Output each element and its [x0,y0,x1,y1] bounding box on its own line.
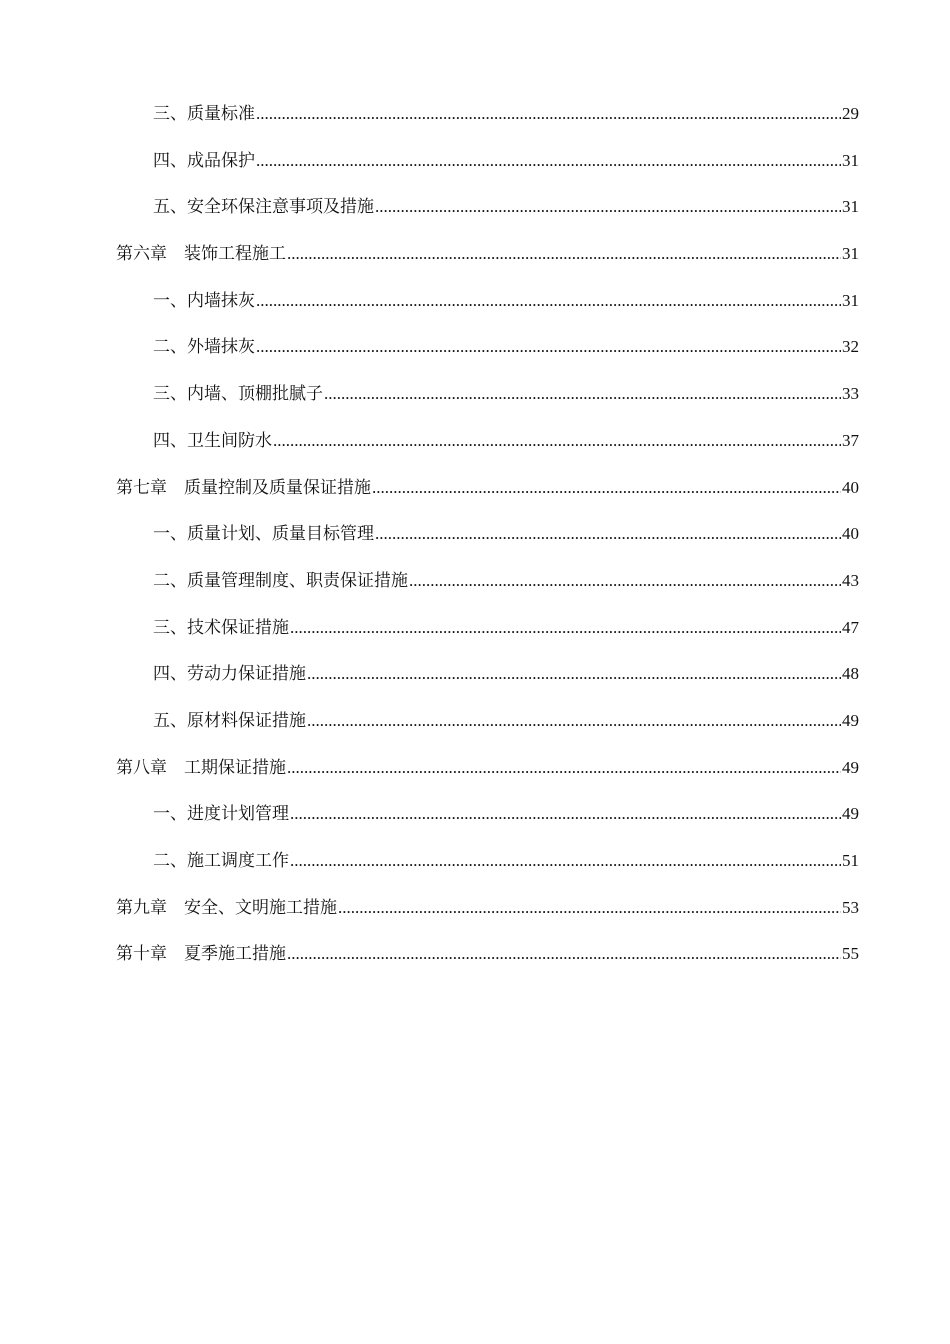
toc-chapter-entry[interactable] [116,940,859,987]
toc-dot-leader [324,380,841,408]
toc-page-number: 40 [842,477,859,497]
toc-entry-title: 三、质量标准 [153,104,255,124]
toc-dot-leader [290,800,841,828]
toc-section-entry[interactable] [116,333,859,380]
toc-chapter-entry[interactable] [116,754,859,801]
toc-dot-leader [273,427,841,455]
toc-dot-leader [372,474,841,502]
toc-dot-leader [375,520,841,548]
table-of-contents [116,100,859,987]
toc-section-entry[interactable] [116,800,859,847]
toc-entry-title: 二、施工调度工作 [153,851,289,871]
toc-page-number: 49 [842,757,859,777]
toc-page-number: 31 [842,150,859,170]
toc-page-number: 55 [842,944,859,964]
toc-section-entry[interactable] [116,847,859,894]
toc-dot-leader [287,754,841,782]
toc-page-number: 47 [842,617,859,637]
toc-page-number: 49 [842,710,859,730]
toc-section-entry[interactable] [116,520,859,567]
toc-dot-leader [409,567,841,595]
toc-section-entry[interactable] [116,380,859,427]
toc-page-number: 31 [842,290,859,310]
toc-page-number: 51 [842,851,859,870]
toc-dot-leader [375,193,841,221]
toc-page-number: 48 [842,664,859,684]
toc-section-entry[interactable] [116,147,859,194]
toc-section-entry[interactable] [116,193,859,240]
toc-dot-leader [256,100,841,128]
toc-entry-title: 一、内墙抹灰 [153,290,255,311]
toc-dot-leader [256,287,841,315]
toc-section-entry[interactable] [116,427,859,474]
toc-page-number: 31 [842,244,859,264]
toc-entry-title: 三、内墙、顶棚批腻子 [153,384,323,405]
toc-entry-title: 第九章 安全、文明施工措施 [116,897,337,918]
toc-section-entry[interactable] [116,287,859,334]
toc-dot-leader [287,240,841,268]
toc-entry-title: 二、质量管理制度、职责保证措施 [153,570,408,591]
toc-chapter-entry[interactable] [116,240,859,287]
toc-section-entry[interactable] [116,660,859,707]
toc-entry-title: 三、技术保证措施 [153,617,289,638]
toc-page-number: 32 [842,337,859,357]
toc-section-entry[interactable] [116,707,859,754]
toc-entry-title: 四、劳动力保证措施 [153,664,306,685]
toc-page-number: 29 [842,104,859,123]
toc-entry-title: 第十章 夏季施工措施 [116,944,286,965]
toc-page-number: 37 [842,430,859,450]
toc-dot-leader [307,660,841,688]
toc-page-number: 49 [842,804,859,824]
toc-entry-title: 二、外墙抹灰 [153,337,255,358]
toc-entry-title: 一、进度计划管理 [153,804,289,825]
toc-section-entry[interactable] [116,100,859,147]
toc-entry-title: 四、成品保护 [153,150,255,171]
toc-page-number: 53 [842,897,859,917]
toc-dot-leader [256,147,841,175]
toc-section-entry[interactable] [116,567,859,614]
toc-chapter-entry[interactable] [116,474,859,521]
toc-entry-title: 第六章 装饰工程施工 [116,244,286,265]
toc-entry-title: 第七章 质量控制及质量保证措施 [116,477,371,498]
toc-page-number: 33 [842,384,859,404]
toc-dot-leader [290,614,841,642]
toc-entry-title: 一、质量计划、质量目标管理 [153,524,374,545]
toc-dot-leader [256,333,841,361]
toc-entry-title: 五、安全环保注意事项及措施 [153,197,374,218]
toc-entry-title: 四、卫生间防水 [153,430,272,451]
toc-dot-leader [290,847,841,875]
toc-page-number: 43 [842,570,859,590]
toc-dot-leader [287,940,841,968]
toc-dot-leader [307,707,841,735]
toc-section-entry[interactable] [116,614,859,661]
toc-page-number: 40 [842,524,859,544]
toc-dot-leader [338,894,841,922]
toc-entry-title: 五、原材料保证措施 [153,710,306,731]
toc-page-number: 31 [842,197,859,217]
toc-chapter-entry[interactable] [116,894,859,941]
toc-entry-title: 第八章 工期保证措施 [116,757,286,778]
